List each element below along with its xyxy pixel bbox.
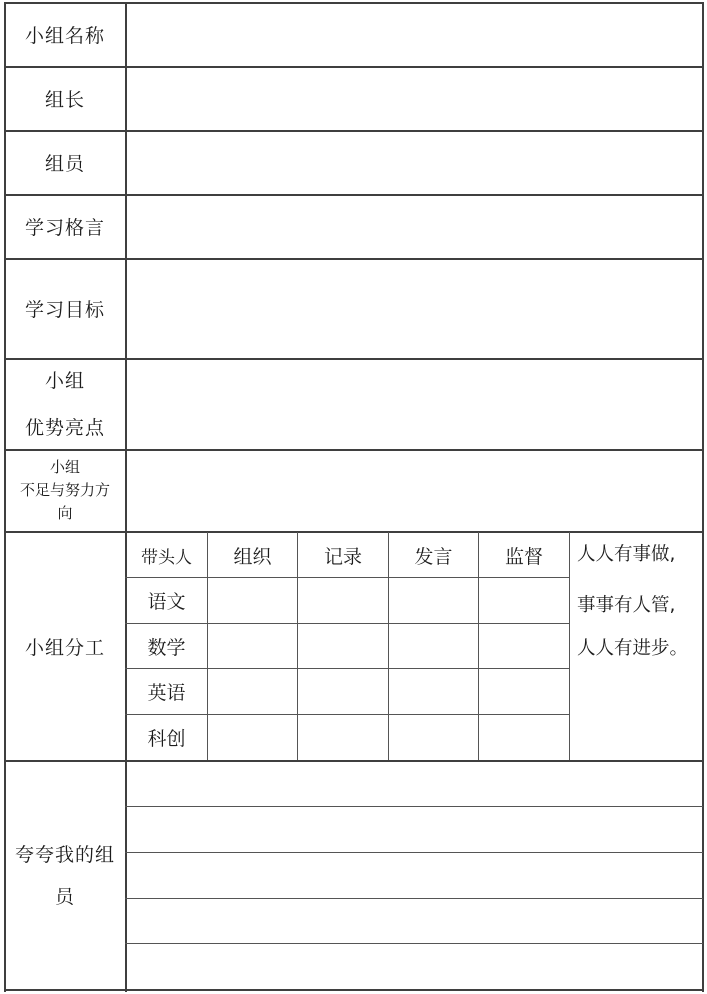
division-subject-math: 数学 — [147, 636, 186, 659]
label-weakness-line2: 不足与努力方 — [19, 481, 110, 499]
slogan-line-2: 事事有人管, — [577, 595, 676, 616]
division-cell[interactable] — [298, 578, 388, 760]
division-cell[interactable] — [208, 578, 297, 760]
label-members: 组员 — [44, 153, 85, 175]
division-subject-science: 科创 — [147, 728, 186, 750]
field-leader[interactable] — [127, 68, 703, 130]
division-subject-english: 英语 — [147, 682, 186, 704]
praise-writing-line — [125, 806, 703, 807]
division-header-supervise: 监督 — [504, 545, 543, 568]
division-col-line — [569, 532, 570, 760]
division-header-lead: 带头人 — [141, 547, 192, 568]
field-goal[interactable] — [127, 260, 703, 358]
row-line-bottom — [4, 989, 704, 991]
row-line — [4, 760, 704, 762]
slogan-line-3: 人人有进步。 — [577, 638, 689, 659]
label-strengths-line1: 小组 — [44, 370, 85, 392]
field-weakness[interactable] — [127, 451, 703, 531]
praise-writing-line — [125, 943, 703, 944]
label-weakness-line3: 向 — [57, 504, 73, 522]
division-cell[interactable] — [389, 578, 478, 760]
slogan-line-1: 人人有事做, — [577, 544, 676, 565]
field-strengths[interactable] — [127, 360, 703, 449]
division-header-speak: 发言 — [414, 545, 453, 568]
division-header-record: 记录 — [323, 545, 362, 568]
field-group-name[interactable] — [127, 4, 703, 66]
division-subject-chinese: 语文 — [147, 591, 186, 613]
division-header-organize: 组织 — [233, 545, 272, 568]
praise-writing-line — [125, 852, 703, 853]
label-motto: 学习格言 — [24, 217, 105, 239]
division-cell[interactable] — [479, 578, 569, 760]
label-goal: 学习目标 — [24, 299, 105, 321]
praise-writing-line — [125, 898, 703, 899]
field-members[interactable] — [127, 132, 703, 194]
label-weakness-line1: 小组 — [49, 458, 80, 476]
label-division: 小组分工 — [24, 636, 105, 659]
label-praise-line2: 员 — [54, 886, 75, 908]
label-strengths-line2: 优势亮点 — [24, 417, 105, 439]
label-group-name: 小组名称 — [24, 25, 105, 47]
label-praise-line1: 夸夸我的组 — [14, 844, 115, 866]
field-motto[interactable] — [127, 196, 703, 258]
label-leader: 组长 — [44, 89, 85, 111]
